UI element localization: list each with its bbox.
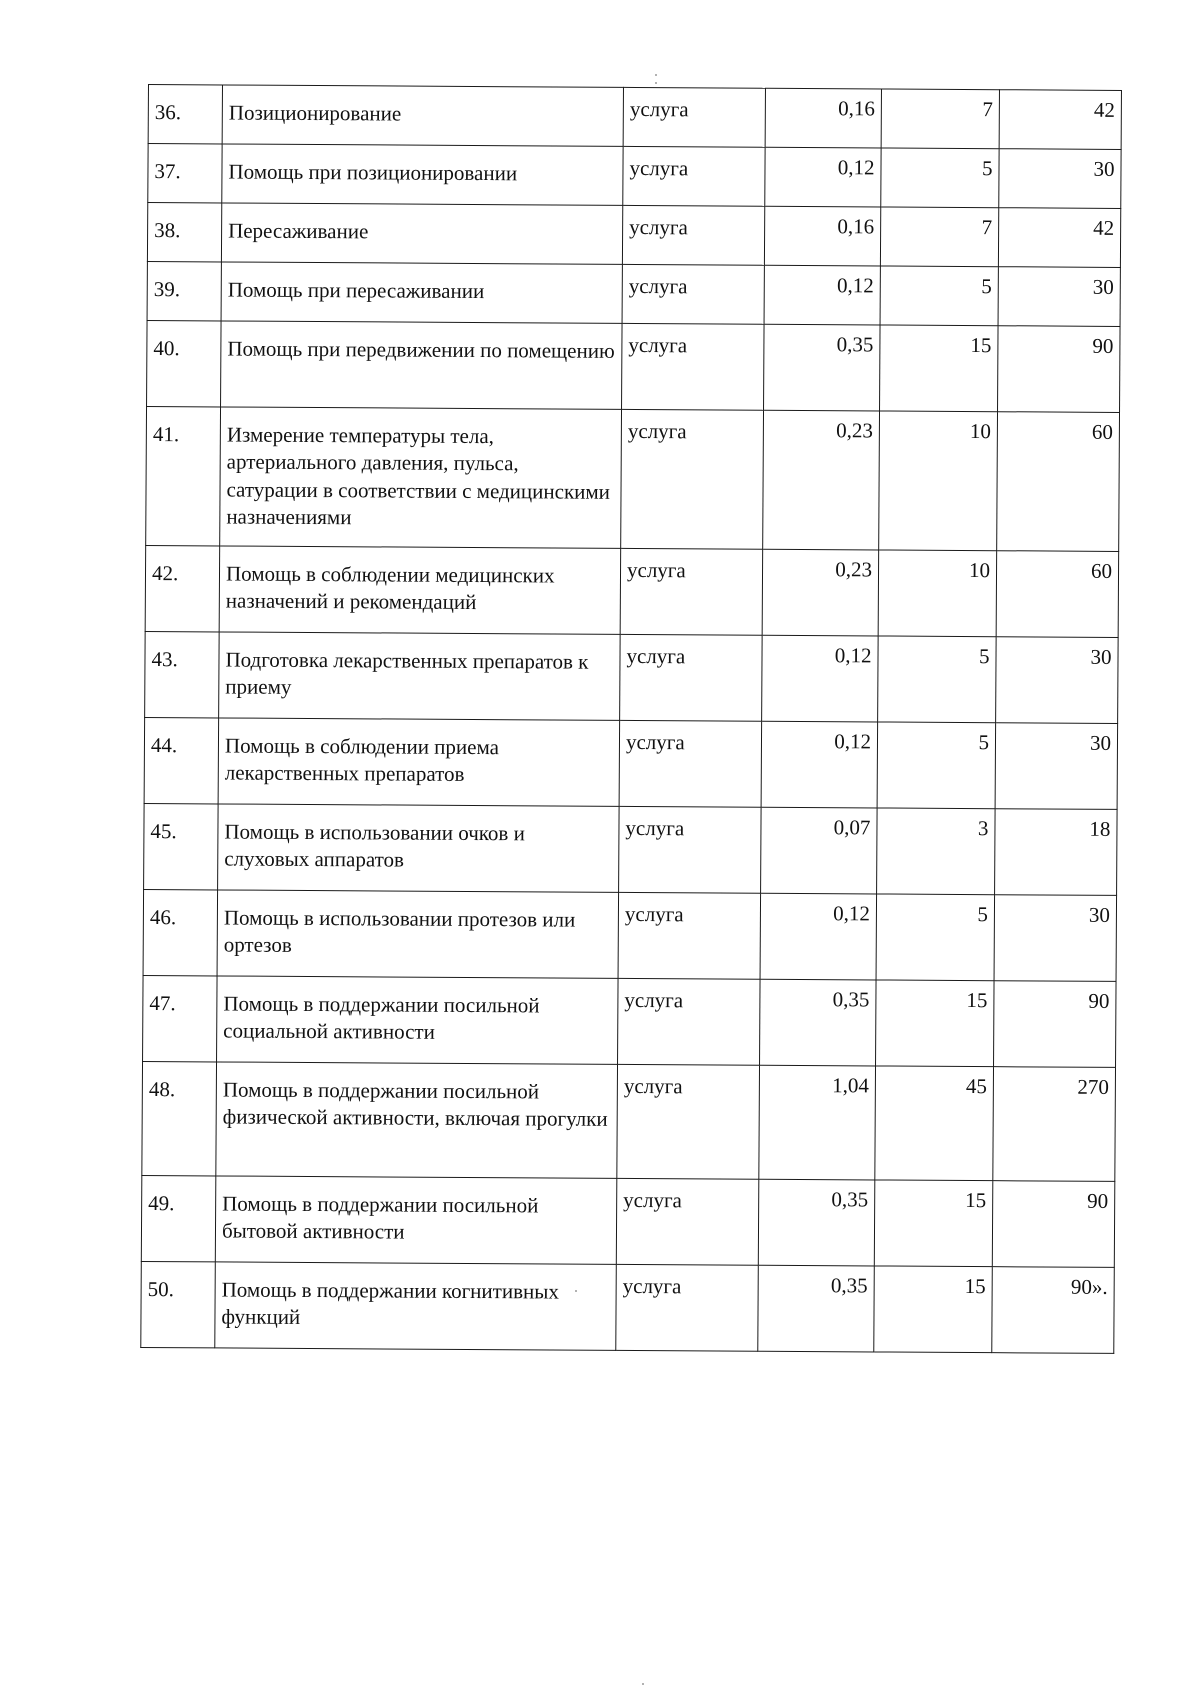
value-minutes: 15	[874, 1180, 993, 1267]
value-coefficient: 0,12	[764, 265, 880, 325]
value-price: 42	[998, 208, 1120, 268]
service-name: Пересаживание	[221, 203, 622, 264]
value-minutes: 5	[880, 266, 998, 326]
value-coefficient: 0,12	[765, 147, 881, 207]
scan-speck	[575, 1290, 577, 1292]
service-unit: услуга	[618, 892, 761, 979]
table-row	[145, 631, 1119, 723]
value-price: 30	[998, 267, 1120, 327]
service-unit: услуга	[622, 323, 765, 410]
value-coefficient: 0,16	[765, 88, 881, 148]
value-price: 42	[999, 90, 1121, 150]
table-row	[141, 1175, 1115, 1267]
row-number: 43.	[145, 631, 220, 717]
row-number: 38.	[147, 203, 221, 262]
table-row	[144, 717, 1118, 809]
value-minutes: 7	[881, 89, 999, 149]
service-unit: услуга	[616, 1264, 759, 1351]
row-number: 49.	[141, 1175, 216, 1261]
row-number: 42.	[145, 545, 220, 631]
row-number: 36.	[148, 85, 222, 144]
row-number: 48.	[142, 1061, 217, 1175]
value-minutes: 3	[877, 808, 996, 895]
row-number: 40.	[147, 320, 222, 406]
value-price: 30	[999, 149, 1121, 209]
table-row	[143, 975, 1117, 1067]
service-name: Помощь в поддержании посильной физической активности, включая прогулки	[216, 1062, 618, 1178]
value-minutes: 10	[878, 550, 997, 637]
row-number: 44.	[144, 717, 219, 803]
value-coefficient: 0,12	[761, 721, 878, 808]
row-number: 47.	[143, 975, 218, 1061]
service-unit: услуга	[617, 1064, 760, 1179]
service-name: Помощь при передвижении по помещению	[221, 321, 623, 409]
value-price: 30	[994, 895, 1117, 982]
service-unit: услуга	[622, 205, 764, 265]
service-unit: услуга	[623, 87, 765, 147]
table-row	[142, 1061, 1116, 1181]
value-coefficient: 0,12	[760, 893, 877, 980]
value-coefficient: 0,35	[758, 1179, 875, 1266]
value-minutes: 5	[877, 722, 996, 809]
value-minutes: 15	[876, 980, 995, 1067]
value-minutes: 5	[881, 148, 999, 208]
row-number: 46.	[143, 889, 218, 975]
service-name: Помощь при позиционировании	[222, 144, 623, 205]
value-price: 90	[992, 1181, 1115, 1268]
service-name: Помощь в поддержании посильной социальной активности	[217, 976, 619, 1064]
service-name: Помощь в поддержании когнитивных функций	[215, 1262, 617, 1350]
table-row	[148, 85, 1121, 150]
value-price: 90	[994, 981, 1117, 1068]
value-coefficient: 0,07	[761, 807, 878, 894]
value-coefficient: 1,04	[759, 1065, 876, 1180]
value-minutes: 7	[880, 207, 998, 267]
row-number: 39.	[147, 261, 221, 320]
service-name: Измерение температуры тела, артериального давления, пульса, сатурации в соответствии с медицинскими назначениями	[220, 407, 622, 548]
row-number: 41.	[146, 406, 221, 545]
scan-speck	[642, 1683, 644, 1685]
table-row	[147, 203, 1120, 268]
value-coefficient: 0,35	[760, 979, 877, 1066]
value-price: 90	[998, 326, 1121, 413]
value-coefficient: 0,35	[764, 324, 881, 411]
value-coefficient: 0,16	[764, 206, 880, 266]
service-unit: услуга	[620, 548, 763, 635]
service-name: Позиционирование	[222, 85, 623, 146]
services-table-body	[141, 85, 1122, 1354]
value-price: 30	[996, 637, 1119, 724]
service-unit: услуга	[616, 1178, 759, 1265]
service-name: Помощь в соблюдении медицинских назначений и рекомендаций	[219, 546, 621, 634]
value-price: 90».	[992, 1267, 1115, 1354]
service-name: Помощь в использовании протезов или ортезов	[217, 890, 619, 978]
scan-speck	[655, 82, 657, 84]
service-name: Подготовка лекарственных препаратов к приему	[219, 632, 621, 720]
value-price: 30	[995, 723, 1118, 810]
row-number: 37.	[148, 144, 222, 203]
services-table	[140, 84, 1122, 1354]
value-coefficient: 0,35	[758, 1265, 875, 1352]
row-number: 45.	[144, 803, 219, 889]
service-unit: услуга	[623, 146, 765, 206]
service-unit: услуга	[621, 409, 764, 549]
table-row	[147, 261, 1120, 326]
value-coefficient: 0,12	[762, 635, 879, 722]
table-row	[148, 144, 1121, 209]
services-table-container	[140, 84, 1121, 1354]
value-coefficient: 0,23	[763, 410, 880, 550]
service-name: Помощь при пересаживании	[221, 262, 622, 323]
scan-speck	[655, 74, 657, 76]
value-minutes: 5	[878, 636, 997, 723]
table-row	[145, 545, 1119, 637]
service-unit: услуга	[619, 720, 762, 807]
value-minutes: 15	[874, 1266, 993, 1353]
value-price: 60	[996, 551, 1119, 638]
value-price: 60	[997, 412, 1120, 552]
row-number: 50.	[141, 1261, 216, 1347]
service-name: Помощь в поддержании посильной бытовой активности	[215, 1176, 617, 1264]
table-row	[144, 803, 1118, 895]
table-row	[141, 1261, 1115, 1353]
service-unit: услуга	[619, 806, 762, 893]
value-minutes: 45	[875, 1066, 994, 1181]
table-row	[146, 406, 1120, 551]
value-minutes: 15	[880, 325, 999, 412]
value-minutes: 10	[879, 411, 998, 551]
service-unit: услуга	[622, 264, 764, 324]
service-unit: услуга	[618, 978, 761, 1065]
service-unit: услуга	[620, 634, 763, 721]
value-coefficient: 0,23	[762, 549, 879, 636]
value-minutes: 5	[876, 894, 995, 981]
table-row	[143, 889, 1117, 981]
value-price: 18	[995, 809, 1118, 896]
service-name: Помощь в использовании очков и слуховых аппаратов	[218, 804, 620, 892]
table-row	[147, 320, 1121, 412]
value-price: 270	[993, 1067, 1116, 1182]
service-name: Помощь в соблюдении приема лекарственных препаратов	[218, 718, 620, 806]
